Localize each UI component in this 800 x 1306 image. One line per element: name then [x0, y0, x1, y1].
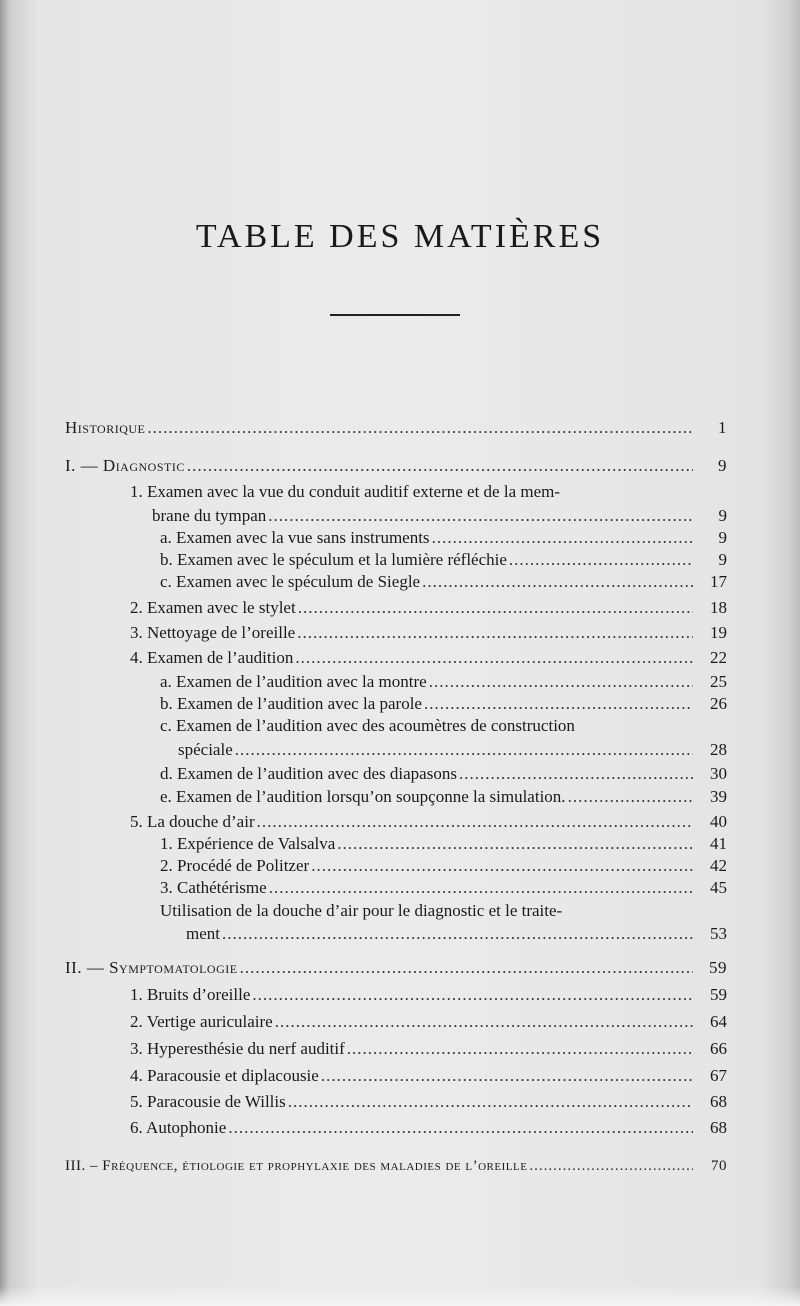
toc-entry-page: 30: [710, 764, 727, 783]
toc-entry: [65, 456, 727, 476]
toc-entry: [160, 764, 727, 784]
toc-entry-label: II. — Symptomatologie: [65, 958, 238, 977]
toc-entry-label: b. Examen de l’audition avec la parole: [160, 694, 422, 713]
toc-entry: [130, 985, 727, 1005]
title-rule: [330, 314, 460, 316]
toc-entry: [160, 672, 727, 692]
toc-entry-page: 26: [710, 694, 727, 713]
toc-entry-label: III. – Fréquence, étiologie et prophylaxie des maladies de l’oreille: [65, 1158, 528, 1174]
toc-entry: [152, 506, 727, 526]
toc-entry: [160, 834, 727, 854]
page-title: TABLE DES MATIÈRES: [195, 218, 605, 255]
toc-entry-first-line: 1. Examen avec la vue du conduit auditif externe et de la mem-: [130, 482, 561, 501]
toc-entry: [160, 572, 727, 592]
toc-entry-label: brane du tympan: [152, 506, 267, 525]
toc-entry-page: 22: [710, 648, 727, 667]
toc-entry: [130, 812, 727, 832]
toc-entry-label: c. Examen avec le spéculum de Siegle: [160, 572, 421, 591]
toc-entry-page: 9: [718, 456, 727, 475]
toc-entry-label: b. Examen avec le spéculum et la lumière réfléchie: [160, 550, 507, 569]
toc-entry-label: 3. Nettoyage de l’oreille: [130, 623, 296, 642]
toc-entry: [65, 1156, 727, 1176]
toc-entry-page: 59: [710, 985, 727, 1004]
toc-entry: [130, 1092, 727, 1112]
toc-entry-page: 40: [710, 812, 727, 831]
toc-entry-page: 67: [710, 1066, 727, 1085]
toc-entry: [160, 856, 727, 876]
toc-entry: [186, 924, 727, 944]
toc-entry: [160, 528, 727, 548]
toc-entry-page: 68: [710, 1092, 727, 1111]
toc-entry: [130, 623, 727, 643]
toc-entry-label: a. Examen de l’audition avec la montre: [160, 672, 427, 691]
toc-entry-label: 2. Examen avec le stylet: [130, 598, 296, 617]
toc-entry-label: spéciale: [178, 740, 233, 759]
toc-entry-label: 2. Procédé de Politzer: [160, 856, 310, 875]
toc-entry-page: 17: [710, 572, 727, 591]
toc-entry-label: 4. Examen de l’audition: [130, 648, 294, 667]
toc-entry-page: 19: [710, 623, 727, 642]
toc-entry-page: 66: [710, 1039, 727, 1058]
toc-entry-label: d. Examen de l’audition avec des diapasons: [160, 764, 457, 783]
toc-entry-first-line: c. Examen de l’audition avec des acoumètres de construction: [160, 716, 575, 735]
toc-entry-page: 25: [710, 672, 727, 691]
toc-entry-label: a. Examen avec la vue sans instruments: [160, 528, 430, 547]
toc-entry-label: 4. Paracousie et diplacousie: [130, 1066, 319, 1085]
toc-entry-page: 1: [718, 418, 727, 437]
toc-entry-first-line: Utilisation de la douche d’air pour le diagnostic et le traite-: [160, 901, 563, 920]
toc-entry-label: 5. Paracousie de Willis: [130, 1092, 286, 1111]
toc-entry-label: 2. Vertige auriculaire: [130, 1012, 273, 1031]
toc-entry-label: 1. Expérience de Valsalva: [160, 834, 336, 853]
toc-entry-page: 45: [710, 878, 727, 897]
toc-entry: [130, 1066, 727, 1086]
toc-entry-label: ment: [186, 924, 220, 943]
toc-entry: [130, 598, 727, 618]
toc-entry: [160, 878, 727, 898]
toc-entry: [130, 1039, 727, 1059]
toc-entry-page: 9: [718, 506, 727, 525]
toc-entry-label: 3. Hyperesthésie du nerf auditif: [130, 1039, 345, 1058]
toc-entry-page: 68: [710, 1118, 727, 1137]
toc-entry-page: 39: [710, 787, 727, 806]
toc-entry: [130, 1118, 727, 1138]
toc-entry: [160, 787, 727, 807]
toc-entry-page: 28: [710, 740, 727, 759]
toc-entry-page: 41: [710, 834, 727, 853]
toc-entry-label: 6. Autophonie: [130, 1118, 227, 1137]
toc-entry: [160, 694, 727, 714]
toc-entry-page: 64: [710, 1012, 727, 1031]
toc-entry-page: 9: [718, 528, 727, 547]
toc-entry: [130, 648, 727, 668]
toc-entry-page: 70: [711, 1158, 727, 1174]
toc-entry-label: I. — Diagnostic: [65, 456, 185, 475]
toc-entry: [130, 1012, 727, 1032]
toc-entry-page: 53: [710, 924, 727, 943]
toc-entry: [160, 550, 727, 570]
toc-entry-page: 18: [710, 598, 727, 617]
toc-entry: [65, 958, 727, 978]
toc-entry-page: 59: [709, 958, 727, 977]
toc-entry: [65, 418, 727, 438]
toc-entry-label: 1. Bruits d’oreille: [130, 985, 251, 1004]
toc-entry-label: e. Examen de l’audition lorsqu’on soupçonne la simulation.: [160, 787, 566, 806]
toc-entry-page: 42: [710, 856, 727, 875]
toc-entry-label: 5. La douche d’air: [130, 812, 255, 831]
toc-entry-label: 3. Cathétérisme: [160, 878, 267, 897]
toc-entry-label: Historique: [65, 418, 146, 437]
toc-entry: [178, 740, 727, 760]
toc-entry-page: 9: [718, 550, 727, 569]
